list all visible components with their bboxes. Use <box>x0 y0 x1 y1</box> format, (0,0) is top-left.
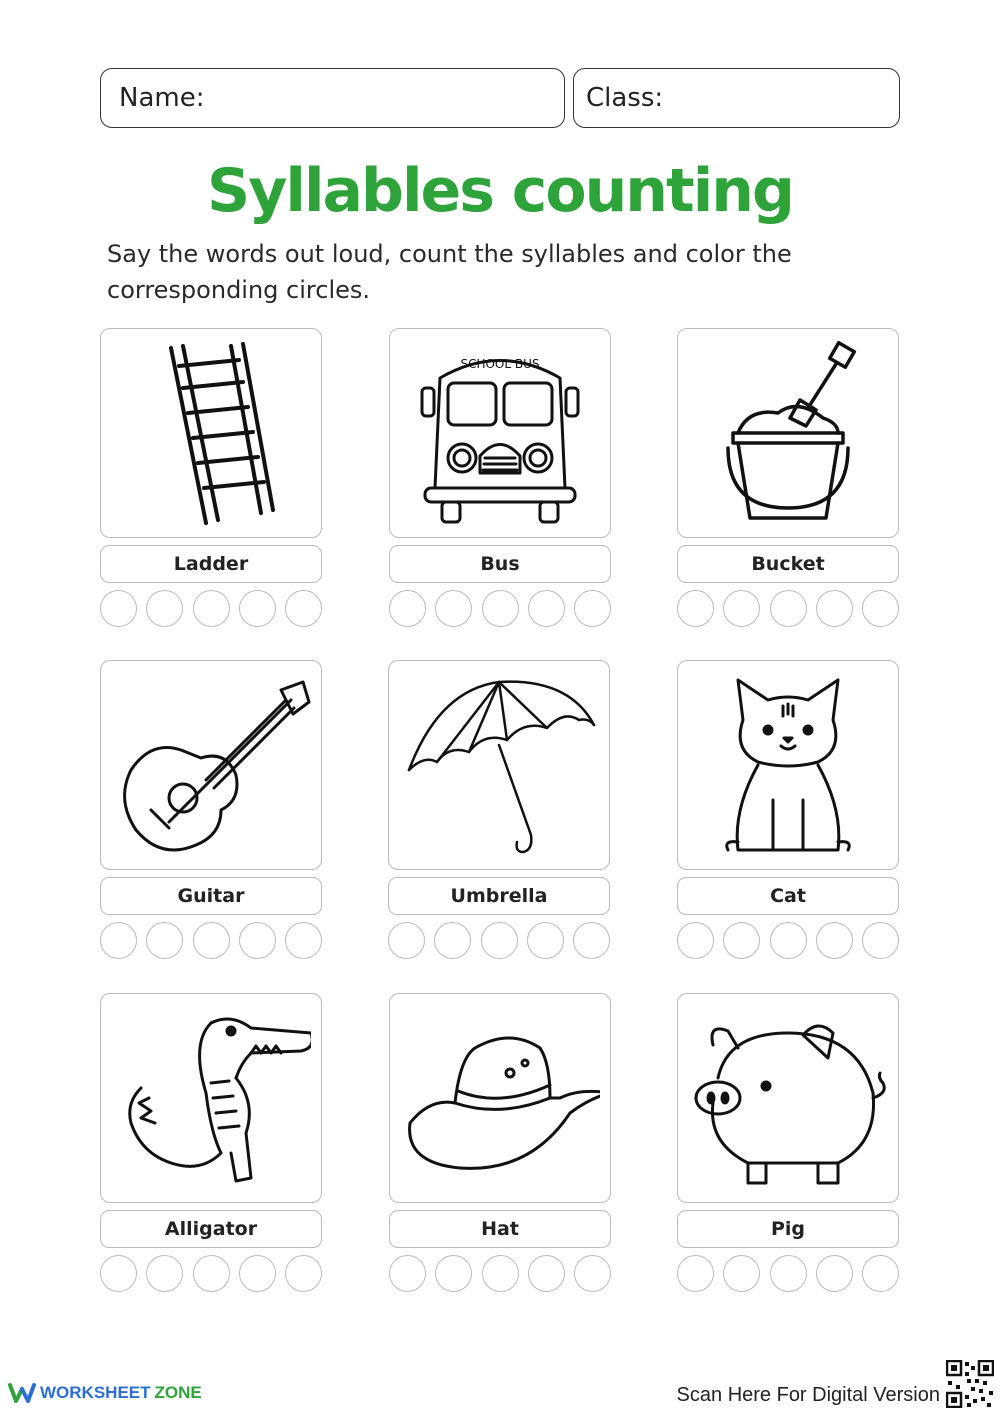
syllable-circle[interactable] <box>528 1255 565 1292</box>
syllable-circles <box>677 922 899 959</box>
word-label: Umbrella <box>388 877 610 915</box>
syllable-circle[interactable] <box>146 922 183 959</box>
syllable-circle[interactable] <box>239 1255 276 1292</box>
syllable-circle[interactable] <box>862 590 899 627</box>
syllable-circle[interactable] <box>239 922 276 959</box>
brand-zone: ZONE <box>154 1383 202 1402</box>
syllable-circle[interactable] <box>573 922 610 959</box>
syllable-circle[interactable] <box>816 1255 853 1292</box>
syllable-circle[interactable] <box>862 1255 899 1292</box>
syllable-circle[interactable] <box>723 590 760 627</box>
page-title: Syllables counting <box>207 156 793 226</box>
syllable-circle[interactable] <box>816 922 853 959</box>
syllable-circle[interactable] <box>388 922 425 959</box>
word-label: Bucket <box>677 545 899 583</box>
word-card-bus <box>389 328 611 627</box>
syllable-circle[interactable] <box>481 922 518 959</box>
word-card-bucket <box>677 328 899 627</box>
syllable-circles <box>100 1255 322 1292</box>
syllable-circle[interactable] <box>146 590 183 627</box>
syllable-circles <box>677 1255 899 1292</box>
syllable-circle[interactable] <box>574 1255 611 1292</box>
name-field[interactable] <box>100 68 565 128</box>
syllable-circle[interactable] <box>434 922 471 959</box>
syllable-circles <box>389 1255 611 1292</box>
syllable-circle[interactable] <box>816 590 853 627</box>
cat-icon <box>677 660 899 870</box>
class-field[interactable] <box>573 68 900 128</box>
class-label: Class: <box>586 83 664 113</box>
word-card-ladder <box>100 328 322 627</box>
ladder-icon <box>100 328 322 538</box>
bus-sign-text: SCHOOL BUS <box>460 357 540 371</box>
syllable-circle[interactable] <box>435 1255 472 1292</box>
syllable-circle[interactable] <box>100 590 137 627</box>
syllable-circle[interactable] <box>482 1255 519 1292</box>
umbrella-icon <box>388 660 610 870</box>
syllable-circle[interactable] <box>770 1255 807 1292</box>
syllable-circle[interactable] <box>723 1255 760 1292</box>
syllable-circle[interactable] <box>574 590 611 627</box>
syllable-circle[interactable] <box>677 1255 714 1292</box>
word-card-alligator <box>100 993 322 1292</box>
word-label: Hat <box>389 1210 611 1248</box>
syllable-circle[interactable] <box>285 590 322 627</box>
qr-code-icon[interactable] <box>946 1360 994 1408</box>
syllable-circles <box>389 590 611 627</box>
syllable-circle[interactable] <box>193 590 230 627</box>
syllable-circles <box>388 922 610 959</box>
syllable-circle[interactable] <box>100 922 137 959</box>
syllable-circle[interactable] <box>677 922 714 959</box>
syllable-circle[interactable] <box>193 922 230 959</box>
syllable-circle[interactable] <box>285 922 322 959</box>
word-card-cat <box>677 660 899 959</box>
word-label: Pig <box>677 1210 899 1248</box>
syllable-circles <box>677 590 899 627</box>
brand-worksheet: WORKSHEET <box>40 1383 151 1402</box>
word-label: Alligator <box>100 1210 322 1248</box>
name-label: Name: <box>119 83 205 113</box>
word-label: Cat <box>677 877 899 915</box>
worksheet-zone-logo[interactable] <box>8 1382 202 1404</box>
syllable-circle[interactable] <box>389 590 426 627</box>
syllable-circle[interactable] <box>435 590 472 627</box>
word-card-pig <box>677 993 899 1292</box>
syllable-circle[interactable] <box>146 1255 183 1292</box>
scan-text: Scan Here For Digital Version <box>676 1384 940 1406</box>
syllable-circles <box>100 590 322 627</box>
syllable-circle[interactable] <box>389 1255 426 1292</box>
word-card-hat <box>389 993 611 1292</box>
hat-icon <box>389 993 611 1203</box>
word-card-guitar <box>100 660 322 959</box>
syllable-circle[interactable] <box>770 590 807 627</box>
logo-w-icon <box>8 1382 36 1404</box>
syllable-circle[interactable] <box>677 590 714 627</box>
word-label: Bus <box>389 545 611 583</box>
syllable-circle[interactable] <box>193 1255 230 1292</box>
instructions: Say the words out loud, count the syllables and color the corresponding circles. <box>107 240 792 304</box>
syllable-circle[interactable] <box>100 1255 137 1292</box>
alligator-icon <box>100 993 322 1203</box>
school-bus-icon <box>389 328 611 538</box>
guitar-icon <box>100 660 322 870</box>
syllable-circle[interactable] <box>239 590 276 627</box>
word-label: Guitar <box>100 877 322 915</box>
word-card-umbrella <box>388 660 610 959</box>
pig-icon <box>677 993 899 1203</box>
syllable-circle[interactable] <box>528 590 565 627</box>
word-label: Ladder <box>100 545 322 583</box>
bucket-icon <box>677 328 899 538</box>
syllable-circle[interactable] <box>770 922 807 959</box>
syllable-circle[interactable] <box>723 922 760 959</box>
syllable-circle[interactable] <box>285 1255 322 1292</box>
syllable-circle[interactable] <box>527 922 564 959</box>
syllable-circles <box>100 922 322 959</box>
syllable-circle[interactable] <box>482 590 519 627</box>
syllable-circle[interactable] <box>862 922 899 959</box>
